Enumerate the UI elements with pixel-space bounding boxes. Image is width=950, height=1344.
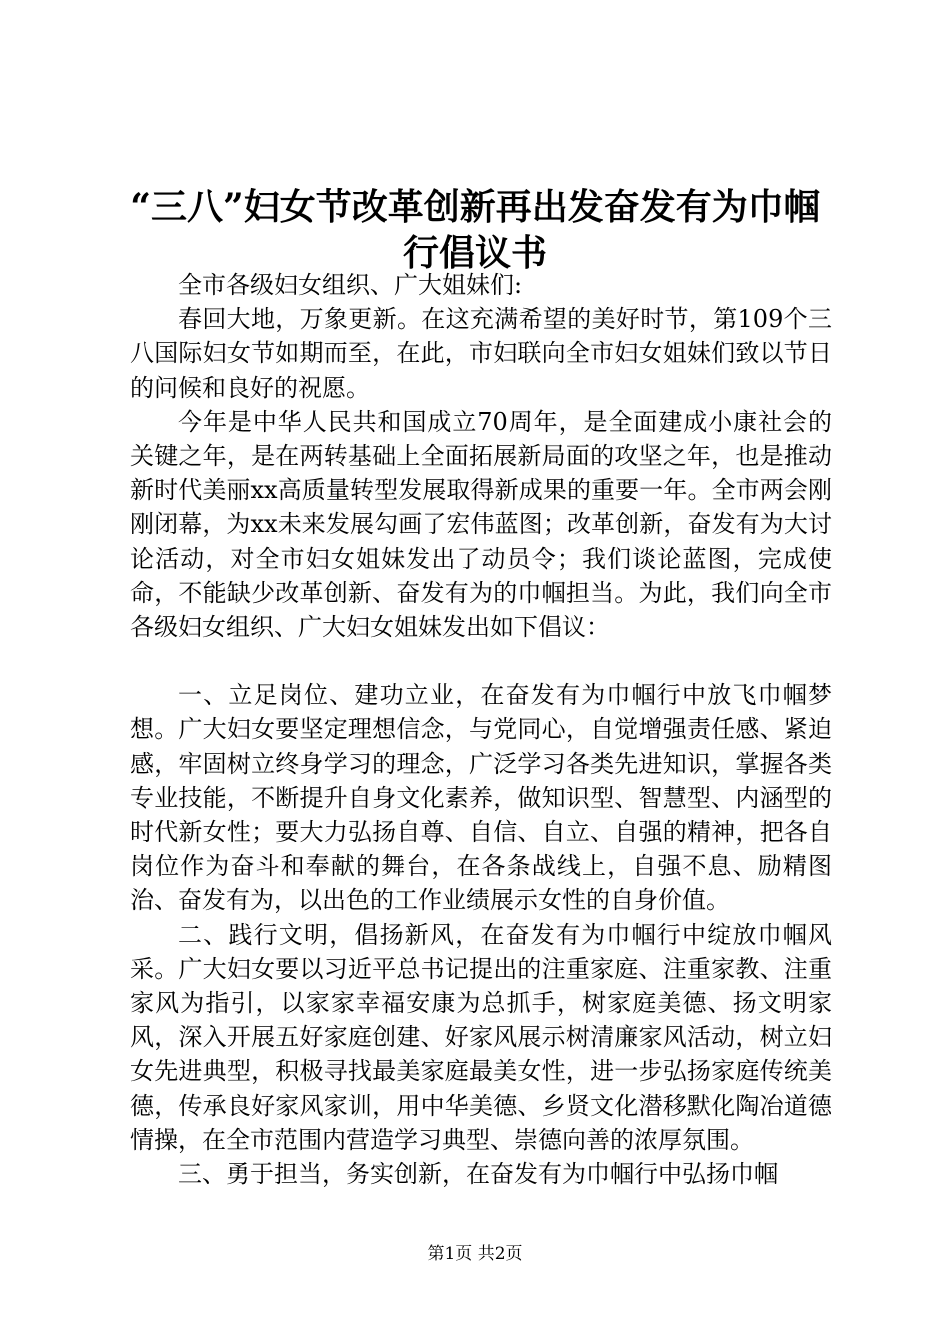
document-title-line-2: 行倡议书	[402, 232, 547, 274]
paragraph-proposal-3: 三、勇于担当，务实创新，在奋发有为巾帼行中弘扬巾帼	[178, 1160, 778, 1189]
paragraph-proposal-1: 一、立足岗位、建功立业，在奋发有为巾帼行中放飞巾帼梦想。广大妇女要坚定理想信念，与党同心，自觉增强责任感、紧迫感，牢固树立终身学习的理念，广泛学习各类先进知识，掌握各类专业技能，不断提升自身文化素养，做知识型、智慧型、内涵型的时代新女性；要大力弘扬自尊、自信、自立、自强的精神，把各自岗位作为奋斗和奉献的舞台，在各条战线上，自强不息、励精图治、奋发有为，以出色的工作业绩展示女性的自身价值。	[130, 681, 832, 915]
document-body	[130, 268, 832, 1191]
document-title-line-1: “三八”妇女节改革创新再出发奋发有为巾帼	[130, 186, 820, 228]
paragraph-background: 今年是中华人民共和国成立70周年，是全面建成小康社会的关键之年，是在两转基础上全面拓展新局面的攻坚之年，也是推动新时代美丽xx高质量转型发展取得新成果的重要一年。全市两会刚刚闭幕，为xx未来发展勾画了宏伟蓝图；改革创新，奋发有为大讨论活动，对全市妇女姐妹发出了动员令；我们谈论蓝图，完成使命，不能缺少改革创新、奋发有为的巾帼担当。为此，我们向全市各级妇女组织、广大妇女姐妹发出如下倡议：	[130, 407, 832, 642]
paragraph-intro: 春回大地，万象更新。在这充满希望的美好时节，第109个三八国际妇女节如期而至，在此，市妇联向全市妇女姐妹们致以节日的问候和良好的祝愿。	[130, 305, 832, 402]
greeting: 全市各级妇女组织、广大姐妹们:	[178, 271, 523, 299]
paragraph-spacer	[130, 644, 832, 678]
page-footer: 第1页 共2页	[427, 1244, 523, 1264]
paragraph-proposal-2: 二、践行文明，倡扬新风，在奋发有为巾帼行中绽放巾帼风采。广大妇女要以习近平总书记提出的注重家庭、注重家教、注重家风为指引，以家家幸福安康为总抓手，树家庭美德、扬文明家风，深入开展五好家庭创建、好家风展示树清廉家风活动，树立妇女先进典型，积极寻找最美家庭最美女性，进一步弘扬家庭传统美德，传承良好家风家训，用中华美德、乡贤文化潜移默化陶冶道德情操，在全市范围内营造学习典型、崇德向善的浓厚氛围。	[130, 920, 832, 1154]
